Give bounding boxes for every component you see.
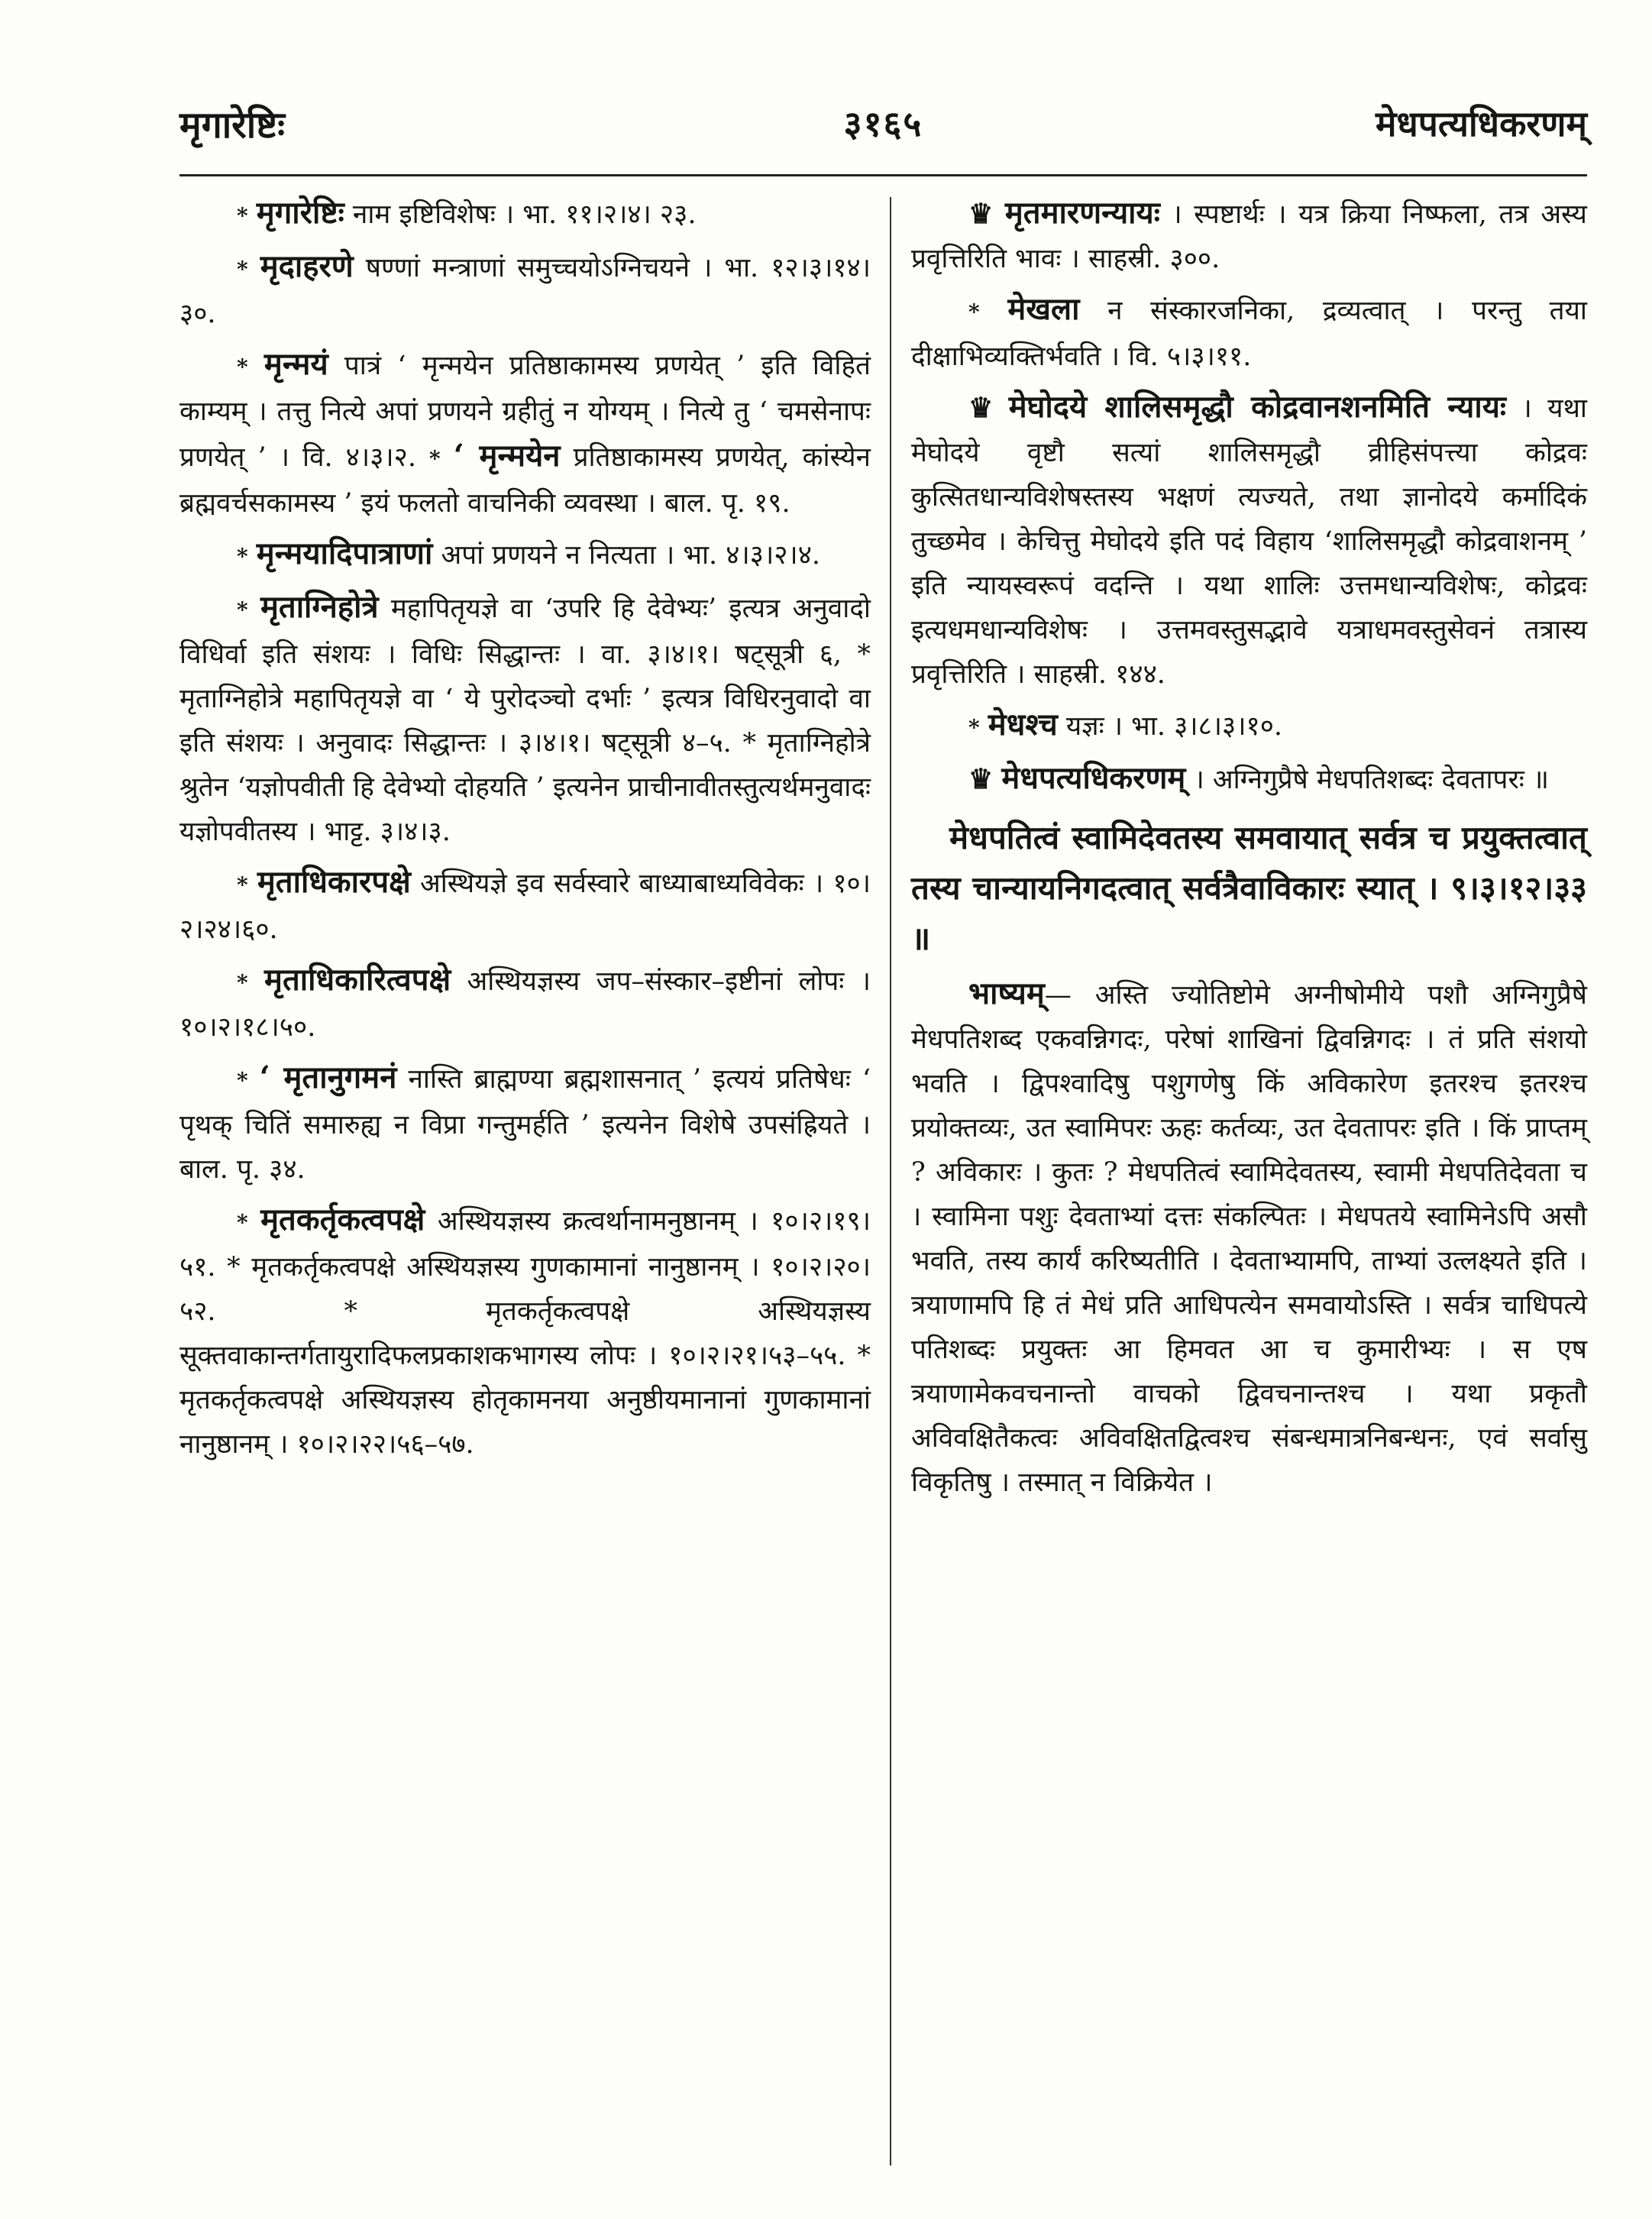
entry-headword: मृताधिकारपक्षे xyxy=(257,864,411,900)
entry-headword: मृन्मयं xyxy=(263,346,328,382)
star-mark: * xyxy=(237,872,248,898)
star-mark: * xyxy=(968,715,980,740)
star-mark: * xyxy=(237,970,248,995)
entry-headword: मृगारेष्टिः xyxy=(256,195,344,231)
star-mark: * xyxy=(237,544,248,569)
star-mark: * xyxy=(968,299,980,325)
entry-text: । यथा मेघोदये वृष्टौ सत्यां शालिसमृद्धौ व्रीहिसंपत्त्या कोद्रवः कुत्सितधान्यविशेषस्तस्य भक्षणं त्यज्यते, तथा ज्ञानोदये कर्मादिकं तुच्छमेव । केचित्तु मेघोदये इति पदं विहाय ‘शालिसमृद्धौ कोद्रवाशनम् ’ इति न्यायस्वरूपं वदन्ति । यथा शालिः उत्तमधान्यविशेषः, कोद्रवः इत्यधमधान्यविशेषः । उत्तमवस्तुसद्भावे यत्राधमवस्तुसेवनं तत्रास्य प्रवृत्तिरिति । साहस्री. १४४. xyxy=(911,393,1587,690)
entry-text: अस्थियज्ञस्य क्रत्वर्थानामनुष्ठानम् । १०।२।१९।५१. * मृतकर्तृकत्वपक्षे अस्थियज्ञस्य गुणकामानां नानुष्ठानम् । १०।२।२०।५२. * मृतकर्तृकत्वपक्षे अस्थियज्ञस्य सूक्तवाकान्तर्गतायुरादिफलप्रकाशकभागस्य लोपः । १०।२।२१।५३–५५. * मृतकर्तृकत्वपक्षे अस्थियज्ञस्य होतृकामनया अनुष्ठीयमानानां गुणकामानां नानुष्ठानम् । १०।२।२२।५६–५७. xyxy=(179,1206,871,1460)
entry-text: अस्थियज्ञस्य जप–संस्कार–इष्टीनां लोपः । १०।२।१८।५०. xyxy=(179,966,871,1043)
header-rule xyxy=(179,174,1587,176)
star-mark: * xyxy=(237,354,248,380)
entry xyxy=(179,342,871,526)
nyaya-entry xyxy=(911,756,1587,802)
entry-headword: मेघोदये शालिसमृद्धौ कोद्रवानशनमिति न्यायः xyxy=(1008,389,1506,425)
entry-text: नाम इष्टिविशेषः । भा. ११।२।४। २३. xyxy=(352,199,697,230)
bhashya-text: — अस्ति ज्योतिष्टोमे अग्नीषोमीये पशौ अग्निगुप्रैषे मेधपतिशब्द एकवन्निगदः, परेषां शाखिनां द्विवन्निगदः । तं प्रति संशयो भवति । द्विपश्वादिषु पशुगणेषु किं अविकारेण इतरश्च इतरश्च प्रयोक्तव्यः, उत स्वामिपरः ऊहः कर्तव्यः, उत देवतापरः इति । किं प्राप्तम् ? अविकारः । कुतः ? मेधपतित्वं स्वामिदेवतस्य, स्वामी मेधपतिदेवता च । स्वामिना पशुः देवताभ्यां दत्तः संकल्पितः । मेधपतये स्वामिनेऽपि असौ भवति, तस्य कार्यं करिष्यतीति । देवताभ्यामपि, ताभ्यां उत्लक्ष्यते इति । त्रयाणामपि हि तं मेधं प्रति आधिपत्येन समवायोऽस्ति । सर्वत्र चाधिपत्ये पतिशब्दः प्रयुक्तः आ हिमवत आ च कुमारीभ्यः । स एष त्रयाणामेकवचनान्तो वाचको द्विवचनान्तश्च । यथा प्रकृतौ अविवक्षितैकत्वः अविवक्षितद्वित्वश्च संबन्धमात्रनिबन्धनः, एवं सर्वासु विकृतिषु । तस्मात् न विक्रियेत । xyxy=(911,980,1587,1498)
nyaya-icon: ♛ xyxy=(968,392,994,424)
left-column xyxy=(179,191,871,1473)
entry-headword: ‘ मृन्मयेन xyxy=(453,438,561,474)
entry-headword: मेधश्च xyxy=(988,707,1058,742)
star-mark: * xyxy=(237,203,248,228)
entry-text: यज्ञः । भा. ३।८।३।१०. xyxy=(1065,711,1283,742)
entry-text: न संस्कारजनिका, द्रव्यत्वात् । परन्तु तया दीक्षाभिव्यक्तिर्भवति । वि. ५।३।११. xyxy=(911,296,1587,372)
star-mark: * xyxy=(237,1210,248,1235)
entry-text: महापितृयज्ञे वा ‘उपरि हि देवेभ्यः’ इत्यत्र अनुवादो विधिर्वा इति संशयः । विधिः सिद्धान्तः । वा. ३।४।१। षट्सूत्री ६, * मृताग्निहोत्रे महापितृयज्ञे वा ‘ ये पुरोदञ्चो दर्भाः ’ इत्यत्र विधिरनुवादो वा इति संशयः । अनुवादः सिद्धान्तः । ३।४।१। षट्सूत्री ४–५. * मृताग्निहोत्रे श्रुतेन ‘यज्ञोपवीती हि देवेभ्यो दोहयति ’ इत्यनेन प्राचीनावीतस्तुत्यर्थमनुवादः यज्ञोपवीतस्य । भाट्ट. ३।४।३. xyxy=(179,594,871,847)
nyaya-icon: ♛ xyxy=(968,763,994,795)
nyaya-entry xyxy=(911,191,1587,281)
entry-headword: मृदाहरणे xyxy=(260,248,354,284)
entry-headword: मृतमारणन्यायः xyxy=(1004,195,1160,231)
entry xyxy=(179,585,871,854)
entry-text: । स्पष्टार्थः । यत्र क्रिया निष्फला, तत्र अस्य प्रवृत्तिरिति भावः । साहस्री. ३००. xyxy=(911,199,1587,274)
page-header xyxy=(179,99,1587,160)
entry xyxy=(179,1198,871,1467)
entry-headword: मेखला xyxy=(1007,291,1080,327)
star-mark: * xyxy=(237,1068,248,1093)
nyaya-entry xyxy=(911,385,1587,697)
entry-headword: मृताधिकारित्वपक्षे xyxy=(264,962,451,998)
entry xyxy=(179,958,871,1050)
entry-text: पात्रं ‘ मृन्मयेन प्रतिष्ठाकामस्य प्रणयेत् ’ इति विहितं काम्यम् । तत्तु नित्ये अपां प्रणयने ग्रहीतुं न योग्यम् । नित्ये तु ‘ चमसेनापः प्रणयेत् ’ । वि. ४।३।२. xyxy=(179,351,871,473)
header-left: मृगारेष्टिः xyxy=(179,104,285,147)
entry-text: अस्थियज्ञे इव सर्वस्वारे बाध्याबाध्यविवेकः । १०।२।२४।६०. xyxy=(179,869,871,945)
column-divider xyxy=(890,197,891,2166)
star-mark: * xyxy=(429,446,441,471)
right-column xyxy=(911,191,1587,1511)
entry xyxy=(179,532,871,579)
entry-headword: मृतकर्तृकत्वपक्षे xyxy=(260,1202,425,1237)
entry-headword: मृन्मयादिपात्राणां xyxy=(256,535,433,571)
sutra-text: मेधपतित्वं स्वामिदेवतस्य समवायात् सर्वत्र च प्रयुक्तत्वात् तस्य चान्यायनिगदत्वात् सर्वत्रैवाविकारः स्यात् । ९।३।१२।३३ ॥ xyxy=(911,819,1587,957)
bhashya-label: भाष्यम् xyxy=(968,975,1045,1011)
nyaya-icon: ♛ xyxy=(968,198,994,230)
entry-headword: ‘ मृतानुगमनं xyxy=(259,1059,397,1095)
entry-headword: मृताग्निहोत्रे xyxy=(260,589,379,625)
entry-text: । अग्निगुप्रैषे मेधपतिशब्दः देवतापरः ॥ xyxy=(1194,765,1549,795)
entry xyxy=(179,1056,871,1192)
entry-text: षण्णां मन्त्राणां समुच्चयोऽग्निचयने । भा. १२।३।१४।३०. xyxy=(179,253,871,329)
entry-headword: मेधपत्यधिकरणम् xyxy=(1001,760,1186,796)
entry xyxy=(911,287,1587,379)
page-number: ३१६५ xyxy=(843,103,923,144)
entry xyxy=(179,860,871,952)
entry xyxy=(911,703,1587,750)
header-right: मेधपत्यधिकरणम् xyxy=(1375,103,1587,144)
entry-text: नास्ति ब्राह्मण्या ब्रह्मशासनात् ’ इत्ययं प्रतिषेधः ‘ पृथक् चितिं समारुह्य न विप्रा गन्तुमर्हति ’ इत्यनेन विशेषे उपसंह्रियते । बाल. पृ. ३४. xyxy=(179,1064,871,1185)
entry xyxy=(179,191,871,238)
entry xyxy=(179,244,871,336)
entry-text: प्रतिष्ठाकामस्य प्रणयेत्, कांस्येन ब्रह्मवर्चसकामस्य ’ इयं फलतो वाचनिकी व्यवस्था । बाल. पृ. १९. xyxy=(179,442,871,519)
star-mark: * xyxy=(237,257,248,282)
star-mark: * xyxy=(237,597,248,623)
entry-text: अपां प्रणयने न नित्यता । भा. ४।३।२।४. xyxy=(441,540,821,571)
bhashya xyxy=(911,972,1587,1505)
